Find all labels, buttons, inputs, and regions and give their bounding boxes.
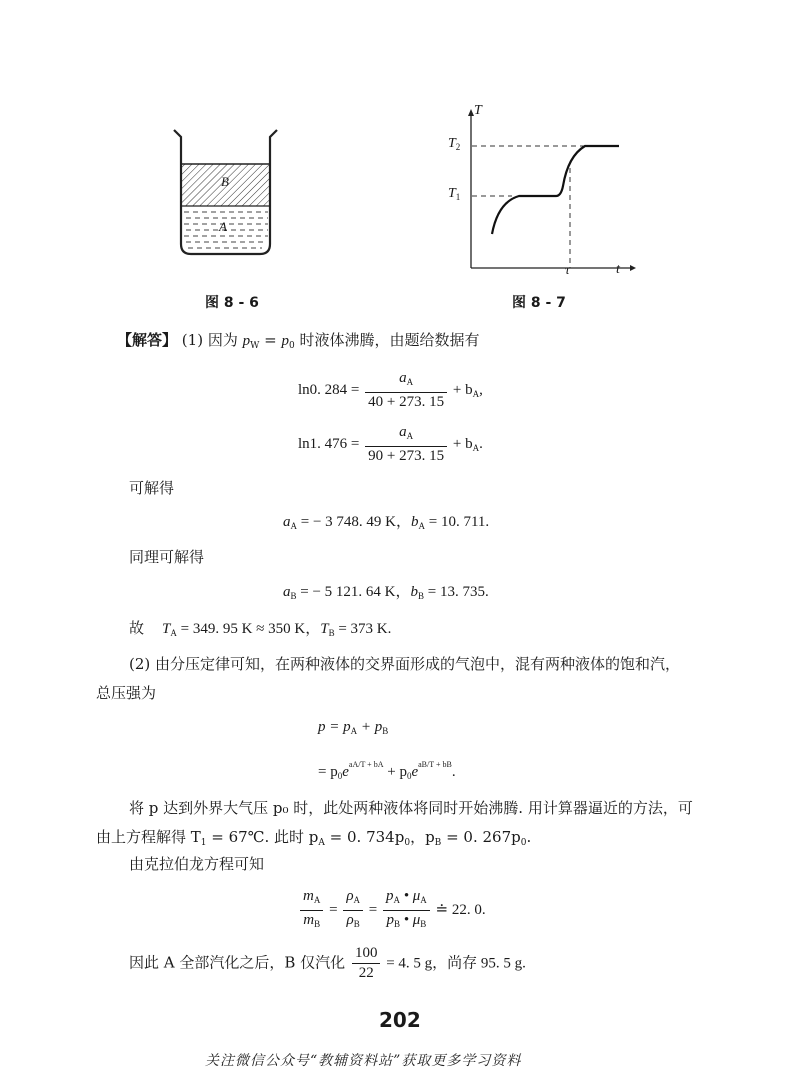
- part2-line-5: 由克拉伯龙方程可知: [129, 855, 265, 873]
- heating-curve: [492, 146, 619, 234]
- equation-1: ln0. 284 = $\frac{a_A}{40 + 273. 15}$ + $b_A$,: [298, 370, 483, 410]
- caption-figure-8-6: 图 8 - 6: [205, 295, 259, 311]
- temperature-result: 故 $T_A = 349$. 95 K ≈ 350 K，$T_B = 373$ K.: [129, 621, 392, 638]
- label-tau: τ: [565, 262, 570, 277]
- part2-line-4: 由上方程解得 $T_1$ = 67℃. 此时 $p_A = 0$. $734p_0$，$p_B = 0$. $267p_0$.: [96, 828, 532, 848]
- mass-ratio-equation: $\frac{m_A}{m_B}$ = $\frac{\rho_A}{\rho_B}$ = $\frac{p_A • \mu_A}{p_B • \mu_B}$ ≐ 22. 0.: [298, 888, 486, 933]
- pressure-exponential: = $p_0e^{aA/T + bA} + p_0e^{aB/T + bB}$.: [318, 760, 456, 781]
- part2-line-1: (2) 由分压定律可知，在两种液体的交界面形成的气泡中，混有两种液体的饱和汽，: [129, 655, 681, 673]
- pressure-sum: $p = p_A + p_B$: [318, 719, 389, 736]
- result-b: $a_B$ = − 5 121. 64 K，$b_B = 13$. 735.: [283, 584, 489, 601]
- result-a: $a_A$ = − 3 748. 49 K，$b_A = 10$. 711.: [283, 514, 490, 531]
- caption-figure-8-7: 图 8 - 7: [512, 295, 566, 311]
- solve-line-1: 可解得: [129, 479, 175, 497]
- label-t1: $T_1$: [448, 186, 461, 202]
- part2-line-2: 总压强为: [96, 684, 157, 702]
- solution-intro: 【解答】 (1) 因为 $p_W = p_0$ 时液体沸腾，由题给数据有: [117, 331, 480, 351]
- part2-line-3: 将 p 达到外界大气压 p₀ 时，此处两种液体将同时开始沸腾. 用计算器逼近的方法，可: [129, 799, 693, 817]
- solve-line-2: 同理可解得: [129, 548, 205, 566]
- page-number: 202: [379, 1008, 421, 1032]
- final-conclusion: 因此 A 全部汽化之后，B 仅汽化 $\frac{100}{22}$ = 4. 5 g，尚存 95. 5 g.: [129, 945, 526, 981]
- footer-promo: 关注微信公众号“教辅资料站”获取更多学习资料: [205, 1053, 522, 1069]
- label-liquid-a: A: [219, 219, 227, 234]
- x-axis-arrow: [630, 265, 636, 271]
- label-t2: $T_2$: [448, 136, 461, 152]
- axis-label-time: t: [616, 262, 620, 277]
- axis-label-temperature: T: [474, 103, 482, 118]
- solution-heading: 【解答】: [117, 331, 178, 349]
- equation-2: ln1. 476 = $\frac{a_A}{90 + 273. 15}$ + $b_A$.: [298, 424, 483, 464]
- temperature-graph: [464, 108, 636, 278]
- beaker-figure: [160, 118, 290, 263]
- label-liquid-b: B: [221, 174, 229, 189]
